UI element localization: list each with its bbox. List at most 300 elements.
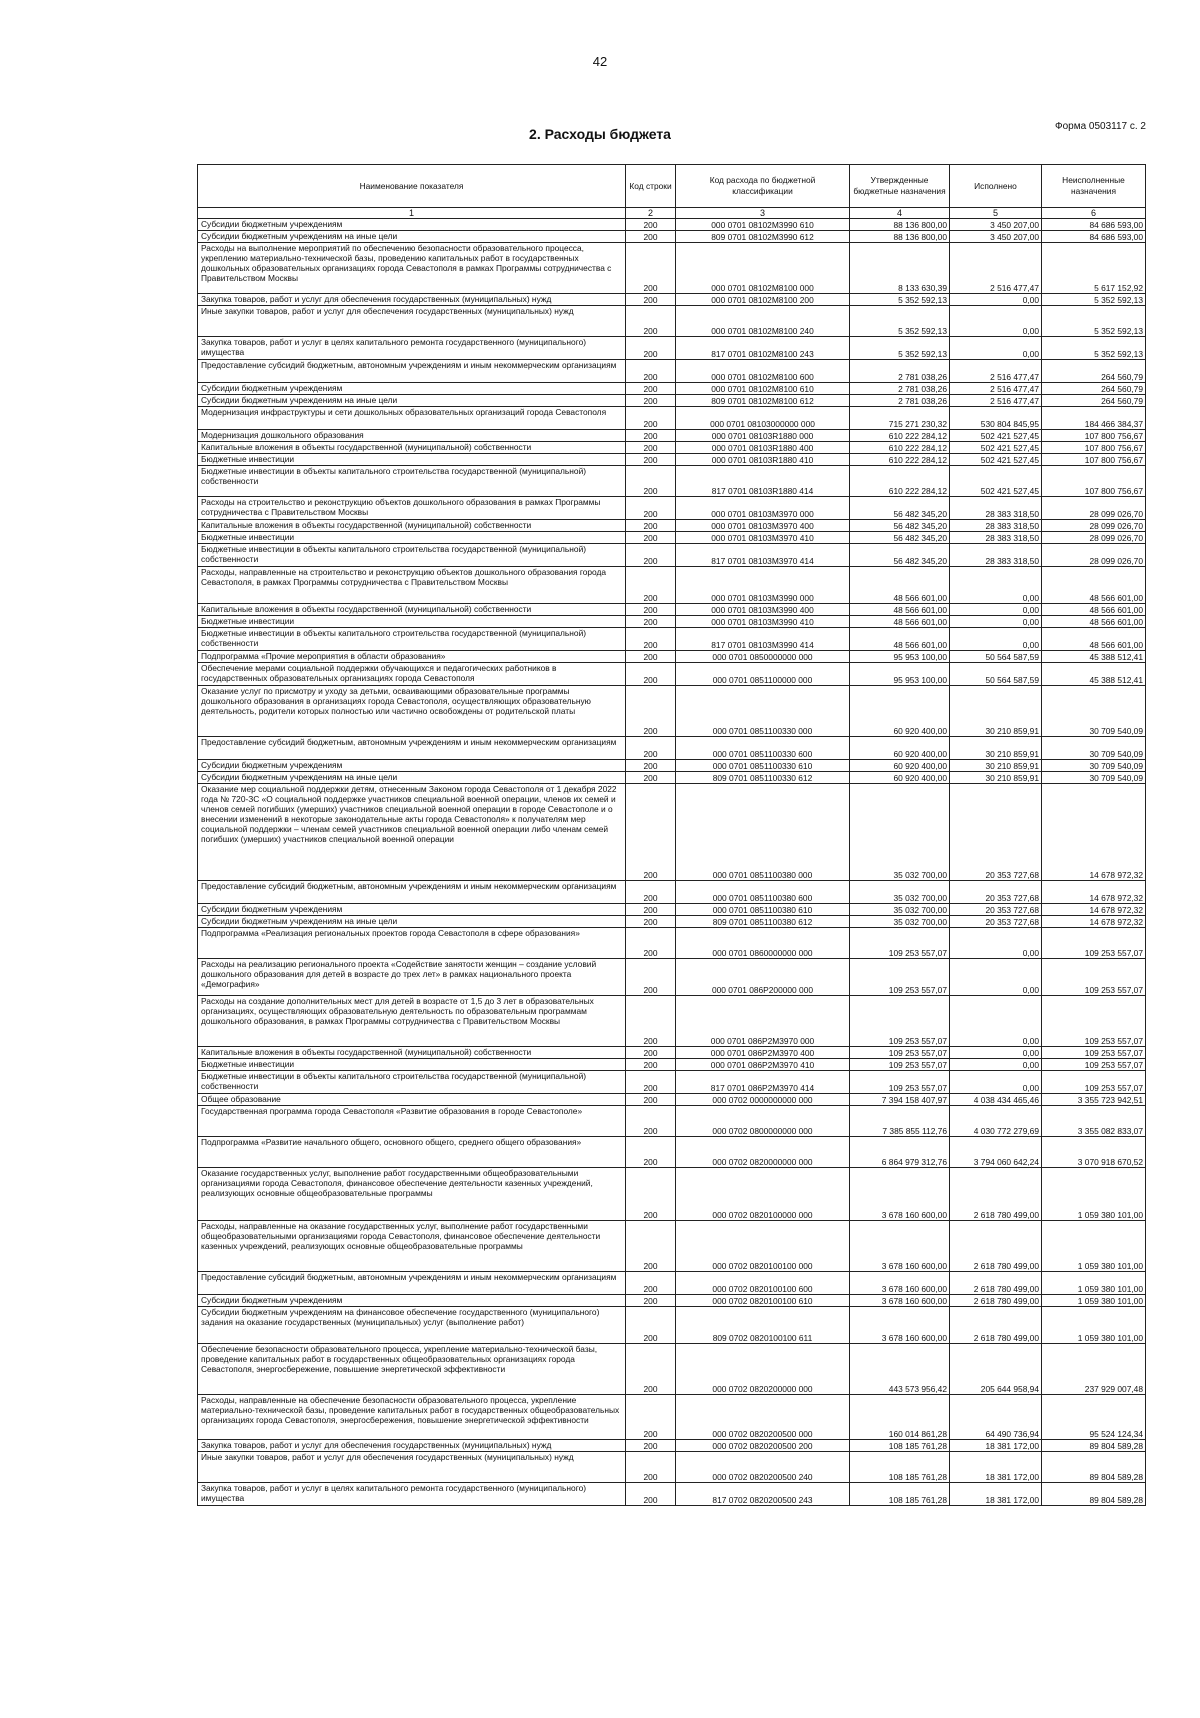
row-executed: 2 516 477,47 bbox=[950, 243, 1042, 294]
row-approved: 7 394 158 407,97 bbox=[850, 1094, 950, 1106]
row-bk-code: 000 0701 08103М3970 400 bbox=[676, 520, 850, 532]
row-code: 200 bbox=[626, 1137, 676, 1168]
row-approved: 443 573 956,42 bbox=[850, 1344, 950, 1395]
row-unexecuted: 1 059 380 101,00 bbox=[1042, 1168, 1146, 1221]
table-row bbox=[198, 628, 1146, 651]
row-unexecuted: 14 678 972,32 bbox=[1042, 904, 1146, 916]
row-executed: 2 618 780 499,00 bbox=[950, 1272, 1042, 1295]
table-row bbox=[198, 1344, 1146, 1395]
row-code: 200 bbox=[626, 231, 676, 243]
row-name: Оказание государственных услуг, выполнение работ государственными общеобразовательными организациями города Севастополя, финансовое обеспечение деятельности казенных учреждений, реализующих основные общеобразовательные программы bbox=[198, 1168, 626, 1221]
table-row bbox=[198, 1452, 1146, 1483]
row-unexecuted: 45 388 512,41 bbox=[1042, 651, 1146, 663]
row-approved: 610 222 284,12 bbox=[850, 430, 950, 442]
row-name: Субсидии бюджетным учреждениям bbox=[198, 904, 626, 916]
row-executed: 3 450 207,00 bbox=[950, 231, 1042, 243]
row-approved: 3 678 160 600,00 bbox=[850, 1307, 950, 1344]
row-name: Расходы на строительство и реконструкцию объектов дошкольного образования в рамках Программы сотрудничества с Правительством Москвы bbox=[198, 497, 626, 520]
row-approved: 60 920 400,00 bbox=[850, 737, 950, 760]
page-title: 2. Расходы бюджета bbox=[529, 126, 671, 142]
row-code: 200 bbox=[626, 1094, 676, 1106]
row-unexecuted: 1 059 380 101,00 bbox=[1042, 1295, 1146, 1307]
row-approved: 2 781 038,26 bbox=[850, 383, 950, 395]
row-executed: 2 516 477,47 bbox=[950, 383, 1042, 395]
row-unexecuted: 5 352 592,13 bbox=[1042, 337, 1146, 360]
row-bk-code: 000 0702 0800000000 000 bbox=[676, 1106, 850, 1137]
row-code: 200 bbox=[626, 306, 676, 337]
row-code: 200 bbox=[626, 1106, 676, 1137]
row-executed: 530 804 845,95 bbox=[950, 407, 1042, 430]
row-code: 200 bbox=[626, 337, 676, 360]
row-approved: 56 482 345,20 bbox=[850, 497, 950, 520]
row-bk-code: 000 0701 0851100000 000 bbox=[676, 663, 850, 686]
row-code: 200 bbox=[626, 466, 676, 497]
row-executed: 0,00 bbox=[950, 604, 1042, 616]
row-unexecuted: 109 253 557,07 bbox=[1042, 959, 1146, 996]
table-row bbox=[198, 454, 1146, 466]
table-row bbox=[198, 1272, 1146, 1295]
row-unexecuted: 5 352 592,13 bbox=[1042, 294, 1146, 306]
row-executed: 0,00 bbox=[950, 337, 1042, 360]
row-bk-code: 000 0701 086Р2М3970 410 bbox=[676, 1059, 850, 1071]
row-approved: 3 678 160 600,00 bbox=[850, 1295, 950, 1307]
row-name: Закупка товаров, работ и услуг в целях капитального ремонта государственного (муниципального) имущества bbox=[198, 337, 626, 360]
row-name: Закупка товаров, работ и услуг для обеспечения государственных (муниципальных) нужд bbox=[198, 294, 626, 306]
row-code: 200 bbox=[626, 628, 676, 651]
table-row bbox=[198, 567, 1146, 604]
row-unexecuted: 109 253 557,07 bbox=[1042, 928, 1146, 959]
row-executed: 502 421 527,45 bbox=[950, 466, 1042, 497]
row-unexecuted: 264 560,79 bbox=[1042, 360, 1146, 383]
row-name: Капитальные вложения в объекты государственной (муниципальной) собственности bbox=[198, 442, 626, 454]
row-bk-code: 000 0701 08102М8100 600 bbox=[676, 360, 850, 383]
row-approved: 3 678 160 600,00 bbox=[850, 1272, 950, 1295]
row-executed: 28 383 318,50 bbox=[950, 532, 1042, 544]
row-bk-code: 000 0701 0851100380 600 bbox=[676, 881, 850, 904]
row-bk-code: 000 0701 08103М3970 410 bbox=[676, 532, 850, 544]
row-code: 200 bbox=[626, 1272, 676, 1295]
row-executed: 2 618 780 499,00 bbox=[950, 1168, 1042, 1221]
row-bk-code: 000 0701 0851100330 610 bbox=[676, 760, 850, 772]
row-unexecuted: 109 253 557,07 bbox=[1042, 1071, 1146, 1094]
table-row bbox=[198, 651, 1146, 663]
row-approved: 108 185 761,28 bbox=[850, 1483, 950, 1506]
row-approved: 35 032 700,00 bbox=[850, 784, 950, 881]
header-row bbox=[198, 165, 1146, 208]
row-unexecuted: 28 099 026,70 bbox=[1042, 532, 1146, 544]
row-code: 200 bbox=[626, 1071, 676, 1094]
row-code: 200 bbox=[626, 442, 676, 454]
row-unexecuted: 109 253 557,07 bbox=[1042, 1059, 1146, 1071]
row-code: 200 bbox=[626, 1295, 676, 1307]
row-code: 200 bbox=[626, 904, 676, 916]
row-code: 200 bbox=[626, 1168, 676, 1221]
row-code: 200 bbox=[626, 1440, 676, 1452]
table-row bbox=[198, 1295, 1146, 1307]
row-unexecuted: 48 566 601,00 bbox=[1042, 616, 1146, 628]
row-executed: 18 381 172,00 bbox=[950, 1452, 1042, 1483]
column-number-row bbox=[198, 208, 1146, 219]
row-bk-code: 000 0702 0820000000 000 bbox=[676, 1137, 850, 1168]
row-unexecuted: 264 560,79 bbox=[1042, 383, 1146, 395]
row-approved: 6 864 979 312,76 bbox=[850, 1137, 950, 1168]
row-executed: 3 794 060 642,24 bbox=[950, 1137, 1042, 1168]
table-row bbox=[198, 1168, 1146, 1221]
row-unexecuted: 3 355 082 833,07 bbox=[1042, 1106, 1146, 1137]
row-name: Бюджетные инвестиции в объекты капитального строительства государственной (муниципальной) собственности bbox=[198, 1071, 626, 1094]
row-executed: 0,00 bbox=[950, 996, 1042, 1047]
table-row bbox=[198, 395, 1146, 407]
row-code: 200 bbox=[626, 737, 676, 760]
row-executed: 64 490 736,94 bbox=[950, 1395, 1042, 1440]
row-bk-code: 000 0701 086Р2М3970 400 bbox=[676, 1047, 850, 1059]
row-approved: 610 222 284,12 bbox=[850, 442, 950, 454]
row-executed: 0,00 bbox=[950, 959, 1042, 996]
row-executed: 2 618 780 499,00 bbox=[950, 1295, 1042, 1307]
row-unexecuted: 3 070 918 670,52 bbox=[1042, 1137, 1146, 1168]
row-bk-code: 809 0701 08102М8100 612 bbox=[676, 395, 850, 407]
row-name: Общее образование bbox=[198, 1094, 626, 1106]
row-bk-code: 817 0701 08103М3990 414 bbox=[676, 628, 850, 651]
row-bk-code: 817 0701 08103М3970 414 bbox=[676, 544, 850, 567]
row-name: Капитальные вложения в объекты государственной (муниципальной) собственности bbox=[198, 604, 626, 616]
row-executed: 502 421 527,45 bbox=[950, 454, 1042, 466]
column-number: 4 bbox=[850, 208, 950, 219]
row-code: 200 bbox=[626, 604, 676, 616]
row-approved: 35 032 700,00 bbox=[850, 916, 950, 928]
header-bk: Код расхода по бюджетной классификации bbox=[676, 165, 850, 208]
table-row bbox=[198, 360, 1146, 383]
row-code: 200 bbox=[626, 916, 676, 928]
row-unexecuted: 107 800 756,67 bbox=[1042, 442, 1146, 454]
row-name: Обеспечение мерами социальной поддержки обучающихся и педагогических работников в государственных образовательных организациях города Севастополя bbox=[198, 663, 626, 686]
row-name: Подпрограмма «Прочие мероприятия в области образования» bbox=[198, 651, 626, 663]
row-code: 200 bbox=[626, 1047, 676, 1059]
row-unexecuted: 30 709 540,09 bbox=[1042, 737, 1146, 760]
row-bk-code: 817 0701 086Р2М3970 414 bbox=[676, 1071, 850, 1094]
row-name: Предоставление субсидий бюджетным, автономным учреждениям и иным некоммерческим организациям bbox=[198, 737, 626, 760]
table-row bbox=[198, 904, 1146, 916]
row-executed: 30 210 859,91 bbox=[950, 686, 1042, 737]
row-name: Оказание мер социальной поддержки детям, отнесенным Законом города Севастополя от 1 декабря 2022 года № 720-ЗС «О социальной поддержке участников специальной военной операции, членов их семей и членов семей погибших (умерших) участников специальной военной операции в городе Севастополе и о внесении изменений в некоторые законодательные акты города Севастополя» к получателям мер социальной поддержки – членам семей участников специальной военной операции либо членам семей погибших (умерших) участников специальной военной операции bbox=[198, 784, 626, 881]
row-name: Расходы, направленные на обеспечение безопасности образовательного процесса, укрепление материально-технической базы, проведение капитальных работ в государственных общеобразовательных организациях города Севастополя, энергосбережения, повышение энергетической эффективности bbox=[198, 1395, 626, 1440]
row-unexecuted: 264 560,79 bbox=[1042, 395, 1146, 407]
row-bk-code: 000 0701 08103R1880 000 bbox=[676, 430, 850, 442]
row-name: Иные закупки товаров, работ и услуг для обеспечения государственных (муниципальных) нужд bbox=[198, 306, 626, 337]
row-approved: 2 781 038,26 bbox=[850, 360, 950, 383]
row-name: Бюджетные инвестиции в объекты капитального строительства государственной (муниципальной) собственности bbox=[198, 466, 626, 497]
row-code: 200 bbox=[626, 532, 676, 544]
row-approved: 5 352 592,13 bbox=[850, 294, 950, 306]
row-approved: 5 352 592,13 bbox=[850, 306, 950, 337]
row-bk-code: 000 0702 0000000000 000 bbox=[676, 1094, 850, 1106]
row-executed: 2 516 477,47 bbox=[950, 395, 1042, 407]
row-approved: 35 032 700,00 bbox=[850, 881, 950, 904]
row-name: Субсидии бюджетным учреждениям на иные цели bbox=[198, 772, 626, 784]
column-number: 6 bbox=[1042, 208, 1146, 219]
row-unexecuted: 109 253 557,07 bbox=[1042, 1047, 1146, 1059]
row-name: Закупка товаров, работ и услуг для обеспечения государственных (муниципальных) нужд bbox=[198, 1440, 626, 1452]
row-unexecuted: 28 099 026,70 bbox=[1042, 544, 1146, 567]
row-executed: 28 383 318,50 bbox=[950, 520, 1042, 532]
table-row bbox=[198, 497, 1146, 520]
table-row bbox=[198, 1483, 1146, 1506]
row-name: Субсидии бюджетным учреждениям bbox=[198, 760, 626, 772]
row-unexecuted: 48 566 601,00 bbox=[1042, 567, 1146, 604]
column-number: 3 bbox=[676, 208, 850, 219]
row-code: 200 bbox=[626, 928, 676, 959]
row-unexecuted: 48 566 601,00 bbox=[1042, 628, 1146, 651]
row-approved: 3 678 160 600,00 bbox=[850, 1221, 950, 1272]
row-code: 200 bbox=[626, 520, 676, 532]
row-code: 200 bbox=[626, 567, 676, 604]
row-unexecuted: 89 804 589,28 bbox=[1042, 1483, 1146, 1506]
row-unexecuted: 237 929 007,48 bbox=[1042, 1344, 1146, 1395]
row-code: 200 bbox=[626, 1221, 676, 1272]
row-code: 200 bbox=[626, 663, 676, 686]
row-approved: 109 253 557,07 bbox=[850, 959, 950, 996]
row-executed: 0,00 bbox=[950, 567, 1042, 604]
row-unexecuted: 5 617 152,92 bbox=[1042, 243, 1146, 294]
row-name: Бюджетные инвестиции в объекты капитального строительства государственной (муниципальной) собственности bbox=[198, 544, 626, 567]
row-bk-code: 000 0701 08102М8100 200 bbox=[676, 294, 850, 306]
row-approved: 88 136 800,00 bbox=[850, 219, 950, 231]
table-row bbox=[198, 231, 1146, 243]
row-unexecuted: 14 678 972,32 bbox=[1042, 916, 1146, 928]
row-code: 200 bbox=[626, 784, 676, 881]
row-code: 200 bbox=[626, 686, 676, 737]
row-bk-code: 000 0701 08103М3990 410 bbox=[676, 616, 850, 628]
row-name: Субсидии бюджетным учреждениям на иные цели bbox=[198, 916, 626, 928]
row-unexecuted: 95 524 124,34 bbox=[1042, 1395, 1146, 1440]
row-executed: 30 210 859,91 bbox=[950, 760, 1042, 772]
row-bk-code: 817 0701 08103R1880 414 bbox=[676, 466, 850, 497]
row-approved: 60 920 400,00 bbox=[850, 772, 950, 784]
table-row bbox=[198, 383, 1146, 395]
row-executed: 50 564 587,59 bbox=[950, 663, 1042, 686]
row-name: Подпрограмма «Развитие начального общего, основного общего, среднего общего образования» bbox=[198, 1137, 626, 1168]
table-row bbox=[198, 243, 1146, 294]
row-bk-code: 817 0701 08102М8100 243 bbox=[676, 337, 850, 360]
row-unexecuted: 3 355 723 942,51 bbox=[1042, 1094, 1146, 1106]
row-approved: 109 253 557,07 bbox=[850, 1059, 950, 1071]
row-name: Бюджетные инвестиции в объекты капитального строительства государственной (муниципальной) собственности bbox=[198, 628, 626, 651]
row-name: Обеспечение безопасности образовательного процесса, укрепление материально-технической базы, проведение капитальных работ в государственных общеобразовательных организациях города Севастополя, энергосбережение, повышение энергетической эффективности bbox=[198, 1344, 626, 1395]
row-code: 200 bbox=[626, 996, 676, 1047]
row-approved: 95 953 100,00 bbox=[850, 663, 950, 686]
row-code: 200 bbox=[626, 395, 676, 407]
row-approved: 48 566 601,00 bbox=[850, 628, 950, 651]
header-name: Наименование показателя bbox=[198, 165, 626, 208]
table-row bbox=[198, 737, 1146, 760]
row-bk-code: 000 0702 0820200500 000 bbox=[676, 1395, 850, 1440]
table-row bbox=[198, 686, 1146, 737]
row-executed: 502 421 527,45 bbox=[950, 430, 1042, 442]
header-unexecuted: Неисполненные назначения bbox=[1042, 165, 1146, 208]
row-unexecuted: 184 466 384,37 bbox=[1042, 407, 1146, 430]
row-code: 200 bbox=[626, 219, 676, 231]
row-bk-code: 000 0701 08102М3990 610 bbox=[676, 219, 850, 231]
row-approved: 109 253 557,07 bbox=[850, 1071, 950, 1094]
row-approved: 7 385 855 112,76 bbox=[850, 1106, 950, 1137]
row-approved: 2 781 038,26 bbox=[850, 395, 950, 407]
row-code: 200 bbox=[626, 544, 676, 567]
row-approved: 56 482 345,20 bbox=[850, 532, 950, 544]
row-name: Расходы, направленные на строительство и реконструкцию объектов дошкольного образования города Севастополя, в рамках Программы сотрудничества с Правительством Москвы bbox=[198, 567, 626, 604]
table-row bbox=[198, 772, 1146, 784]
row-code: 200 bbox=[626, 1059, 676, 1071]
table-row bbox=[198, 306, 1146, 337]
table-row bbox=[198, 1059, 1146, 1071]
row-name: Капитальные вложения в объекты государственной (муниципальной) собственности bbox=[198, 1047, 626, 1059]
row-name: Предоставление субсидий бюджетным, автономным учреждениям и иным некоммерческим организациям bbox=[198, 881, 626, 904]
row-unexecuted: 30 709 540,09 bbox=[1042, 772, 1146, 784]
row-unexecuted: 107 800 756,67 bbox=[1042, 430, 1146, 442]
row-bk-code: 000 0701 086Р200000 000 bbox=[676, 959, 850, 996]
table-row bbox=[198, 407, 1146, 430]
row-name: Бюджетные инвестиции bbox=[198, 1059, 626, 1071]
row-bk-code: 000 0701 08102М8100 000 bbox=[676, 243, 850, 294]
row-executed: 0,00 bbox=[950, 628, 1042, 651]
row-executed: 502 421 527,45 bbox=[950, 442, 1042, 454]
row-unexecuted: 30 709 540,09 bbox=[1042, 686, 1146, 737]
row-unexecuted: 5 352 592,13 bbox=[1042, 306, 1146, 337]
row-code: 200 bbox=[626, 760, 676, 772]
row-code: 200 bbox=[626, 294, 676, 306]
row-approved: 35 032 700,00 bbox=[850, 904, 950, 916]
row-name: Бюджетные инвестиции bbox=[198, 532, 626, 544]
row-name: Субсидии бюджетным учреждениям на иные цели bbox=[198, 395, 626, 407]
row-code: 200 bbox=[626, 454, 676, 466]
row-executed: 2 618 780 499,00 bbox=[950, 1307, 1042, 1344]
row-code: 200 bbox=[626, 616, 676, 628]
row-name: Модернизация дошкольного образования bbox=[198, 430, 626, 442]
table-row bbox=[198, 604, 1146, 616]
row-name: Субсидии бюджетным учреждениям bbox=[198, 1295, 626, 1307]
row-executed: 0,00 bbox=[950, 1047, 1042, 1059]
row-executed: 30 210 859,91 bbox=[950, 737, 1042, 760]
row-name: Расходы на реализацию регионального проекта «Содействие занятости женщин – создание условий дошкольного образования для детей в возрасте до трех лет» в рамках национального проекта «Демография» bbox=[198, 959, 626, 996]
row-name: Модернизация инфраструктуры и сети дошкольных образовательных организаций города Севастополя bbox=[198, 407, 626, 430]
row-executed: 28 383 318,50 bbox=[950, 544, 1042, 567]
table-row bbox=[198, 1440, 1146, 1452]
column-number: 5 bbox=[950, 208, 1042, 219]
row-unexecuted: 89 804 589,28 bbox=[1042, 1440, 1146, 1452]
table-row bbox=[198, 881, 1146, 904]
row-name: Бюджетные инвестиции bbox=[198, 454, 626, 466]
row-executed: 20 353 727,68 bbox=[950, 881, 1042, 904]
row-approved: 109 253 557,07 bbox=[850, 1047, 950, 1059]
row-bk-code: 000 0701 0851100330 000 bbox=[676, 686, 850, 737]
table-row bbox=[198, 959, 1146, 996]
table-row bbox=[198, 996, 1146, 1047]
row-bk-code: 000 0702 0820200000 000 bbox=[676, 1344, 850, 1395]
row-name: Субсидии бюджетным учреждениям на финансовое обеспечение государственного (муниципального) задания на оказание государственных (муниципальных) услуг (выполнение работ) bbox=[198, 1307, 626, 1344]
row-bk-code: 000 0701 086Р2М3970 000 bbox=[676, 996, 850, 1047]
column-number: 1 bbox=[198, 208, 626, 219]
row-bk-code: 000 0701 0851100380 610 bbox=[676, 904, 850, 916]
row-bk-code: 809 0701 0851100330 612 bbox=[676, 772, 850, 784]
row-bk-code: 809 0702 0820100100 611 bbox=[676, 1307, 850, 1344]
row-approved: 88 136 800,00 bbox=[850, 231, 950, 243]
row-approved: 56 482 345,20 bbox=[850, 520, 950, 532]
row-approved: 610 222 284,12 bbox=[850, 466, 950, 497]
table-row bbox=[198, 760, 1146, 772]
row-approved: 48 566 601,00 bbox=[850, 616, 950, 628]
row-unexecuted: 1 059 380 101,00 bbox=[1042, 1221, 1146, 1272]
row-name: Иные закупки товаров, работ и услуг для обеспечения государственных (муниципальных) нужд bbox=[198, 1452, 626, 1483]
table-row bbox=[198, 544, 1146, 567]
row-unexecuted: 1 059 380 101,00 bbox=[1042, 1272, 1146, 1295]
header-approved: Утвержденные бюджетные назначения bbox=[850, 165, 950, 208]
row-unexecuted: 28 099 026,70 bbox=[1042, 497, 1146, 520]
table-row bbox=[198, 430, 1146, 442]
table-row bbox=[198, 663, 1146, 686]
row-executed: 0,00 bbox=[950, 616, 1042, 628]
table-row bbox=[198, 442, 1146, 454]
row-bk-code: 000 0701 0860000000 000 bbox=[676, 928, 850, 959]
row-approved: 8 133 630,39 bbox=[850, 243, 950, 294]
table-row bbox=[198, 337, 1146, 360]
row-approved: 610 222 284,12 bbox=[850, 454, 950, 466]
row-code: 200 bbox=[626, 881, 676, 904]
row-bk-code: 000 0702 0820100000 000 bbox=[676, 1168, 850, 1221]
row-name: Закупка товаров, работ и услуг в целях капитального ремонта государственного (муниципального) имущества bbox=[198, 1483, 626, 1506]
row-approved: 56 482 345,20 bbox=[850, 544, 950, 567]
table-row bbox=[198, 928, 1146, 959]
table-row bbox=[198, 1047, 1146, 1059]
row-name: Расходы на создание дополнительных мест для детей в возрасте от 1,5 до 3 лет в образовательных организациях, осуществляющих образовательную деятельность по образовательным программам дошкольного образования, в рамках Программы сотрудничества с Правительством Москвы bbox=[198, 996, 626, 1047]
table-row bbox=[198, 294, 1146, 306]
row-bk-code: 000 0702 0820200500 240 bbox=[676, 1452, 850, 1483]
row-name: Расходы на выполнение мероприятий по обеспечению безопасности образовательного процесса, укреплению материально-технической базы, проведению капитальных работ в государственных дошкольных образовательных организациях города Севастополя в рамках Программы сотрудничества с Правительством Москвы bbox=[198, 243, 626, 294]
row-code: 200 bbox=[626, 1344, 676, 1395]
table-row bbox=[198, 1094, 1146, 1106]
row-bk-code: 000 0701 0851100330 600 bbox=[676, 737, 850, 760]
row-unexecuted: 45 388 512,41 bbox=[1042, 663, 1146, 686]
column-number: 2 bbox=[626, 208, 676, 219]
row-code: 200 bbox=[626, 383, 676, 395]
row-bk-code: 817 0702 0820200500 243 bbox=[676, 1483, 850, 1506]
row-unexecuted: 14 678 972,32 bbox=[1042, 784, 1146, 881]
row-executed: 2 516 477,47 bbox=[950, 360, 1042, 383]
row-executed: 28 383 318,50 bbox=[950, 497, 1042, 520]
row-approved: 108 185 761,28 bbox=[850, 1440, 950, 1452]
row-executed: 0,00 bbox=[950, 928, 1042, 959]
row-bk-code: 000 0702 0820200500 200 bbox=[676, 1440, 850, 1452]
header-code: Код строки bbox=[626, 165, 676, 208]
row-approved: 48 566 601,00 bbox=[850, 567, 950, 604]
expenses-table bbox=[197, 164, 1146, 1506]
row-executed: 0,00 bbox=[950, 294, 1042, 306]
row-code: 200 bbox=[626, 430, 676, 442]
row-code: 200 bbox=[626, 1452, 676, 1483]
row-bk-code: 000 0701 08103R1880 400 bbox=[676, 442, 850, 454]
table-row bbox=[198, 532, 1146, 544]
row-name: Государственная программа города Севастополя «Развитие образования в городе Севастополе» bbox=[198, 1106, 626, 1137]
row-name: Капитальные вложения в объекты государственной (муниципальной) собственности bbox=[198, 520, 626, 532]
row-bk-code: 000 0702 0820100100 000 bbox=[676, 1221, 850, 1272]
row-unexecuted: 14 678 972,32 bbox=[1042, 881, 1146, 904]
row-bk-code: 000 0701 08103М3990 000 bbox=[676, 567, 850, 604]
row-bk-code: 000 0702 0820100100 600 bbox=[676, 1272, 850, 1295]
table-row bbox=[198, 784, 1146, 881]
row-bk-code: 000 0701 08102М8100 610 bbox=[676, 383, 850, 395]
form-code: Форма 0503117 с. 2 bbox=[1054, 121, 1146, 132]
row-approved: 60 920 400,00 bbox=[850, 760, 950, 772]
row-executed: 20 353 727,68 bbox=[950, 904, 1042, 916]
row-code: 200 bbox=[626, 772, 676, 784]
